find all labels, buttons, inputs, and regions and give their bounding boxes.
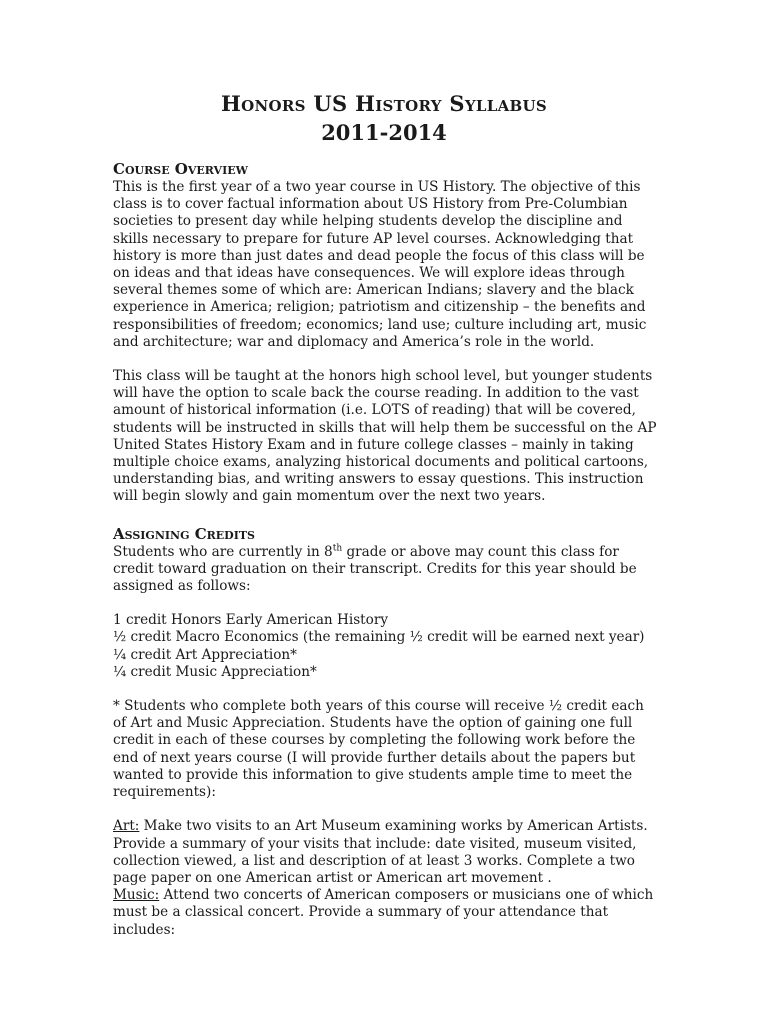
music-requirement: Music: Attend two concerts of American composers or musicians one of which must be a classical concert. Provide a summary of your attendance that includes: xyxy=(113,887,654,938)
title-block xyxy=(0,90,768,148)
credit-item: 1 credit Honors Early American History xyxy=(113,612,389,629)
music-label: Music: xyxy=(113,887,160,904)
document-body xyxy=(113,160,658,939)
credit-item: ¼ credit Music Appreciation* xyxy=(113,663,317,680)
credits-note: * Students who complete both years of this course will receive ½ credit each of Art and Music Appreciation. Students have the option of gaining one full credit in each of these courses by completing the following work before the end of next years course (I will provide further details about the papers but wanted to provide this information to give students ample time to meet the requirements): xyxy=(113,698,644,801)
page-title: Honors US History Syllabus xyxy=(220,91,548,116)
credits-intro: Students who are currently in 8th grade or above may count this class for credit toward graduation on their transcript. Credits for this year should be assigned as follows: xyxy=(113,543,637,595)
overview-paragraph-2: This class will be taught at the honors high school level, but younger students will have the option to scale back the course reading. In addition to the vast amount of historical information (i.e. LOTS of reading) that will be covered, students will be instructed in skills that will help them be successful on the AP United States History Exam and in future college classes – mainly in taking multiple choice exams, analyzing historical documents and political cartoons, understanding bias, and writing answers to essay questions. This instruction will begin slowly and gain momentum over the next two years. xyxy=(113,368,657,505)
art-label: Art: xyxy=(113,818,140,835)
credit-item: ¼ credit Art Appreciation* xyxy=(113,646,297,663)
section-heading-overview: Course Overview xyxy=(113,160,248,178)
page-years: 2011-2014 xyxy=(321,120,447,145)
section-heading-credits: Assigning Credits xyxy=(113,524,255,543)
credit-item: ½ credit Macro Economics (the remaining ½ credit will be earned next year) xyxy=(113,629,645,646)
art-requirement: Art: Make two visits to an Art Museum examining works by American Artists. Provide a summary of your visits that include: date visited, museum visited, collection viewed, a list and description of at least 3 works. Complete a two page paper on one American artist or American art movement . xyxy=(113,818,648,886)
overview-paragraph-1: This is the first year of a two year course in US History. The objective of this class is to cover factual information about US History from Pre-Columbian societies to present day while helping students develop the discipline and skills necessary to prepare for future AP level courses. Acknowledging that history is more than just dates and dead people the focus of this class will be on ideas and that ideas have consequences. We will explore ideas through several themes some of which are: American Indians; slavery and the black experience in America; religion; patriotism and citizenship – the benefits and responsibilities of freedom; economics; land use; culture including art, music and architecture; war and diplomacy and America’s role in the world. xyxy=(113,179,647,350)
